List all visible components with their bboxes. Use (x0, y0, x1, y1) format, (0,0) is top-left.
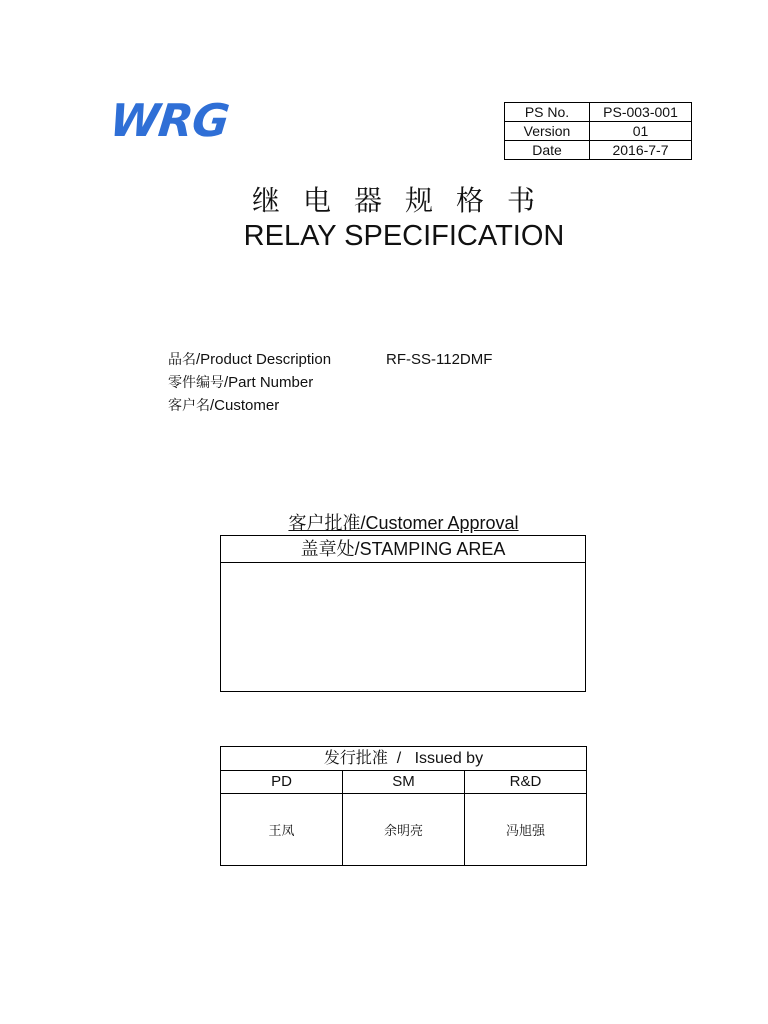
issued-by-header-row (221, 747, 587, 771)
column-rnd: R&D (465, 771, 587, 794)
version-label: Version (505, 122, 590, 141)
ps-no-label: PS No. (505, 103, 590, 122)
ps-no-value: PS-003-001 (590, 103, 692, 122)
title-english: RELAY SPECIFICATION (243, 220, 565, 252)
customer-label (168, 396, 279, 416)
doc-info-row (505, 141, 692, 160)
part-number-label-cn: 零件编号 (168, 375, 224, 391)
company-logo: WRG (107, 94, 232, 147)
issued-by-names-row (221, 794, 587, 866)
product-description-value: RF-SS-112DMF (386, 351, 493, 368)
title-chinese: 继电器规格书 (251, 184, 558, 217)
product-description-label-en: /Product Description (196, 351, 332, 368)
customer-label-en: /Customer (210, 397, 280, 414)
doc-info-row (505, 103, 692, 122)
date-value: 2016-7-7 (590, 141, 692, 160)
version-value: 01 (590, 122, 692, 141)
column-sm: SM (343, 771, 465, 794)
doc-info-row (505, 122, 692, 141)
issued-by-heading: 发行批准 / Issued by (221, 747, 587, 771)
stamping-area-label: 盖章处/STAMPING AREA (221, 536, 585, 563)
column-pd: PD (221, 771, 343, 794)
date-label: Date (505, 141, 590, 160)
sm-signer-name: 余明亮 (343, 794, 465, 866)
product-description-label (168, 350, 331, 370)
issued-by-columns-row (221, 771, 587, 794)
rnd-signer-name: 冯旭强 (465, 794, 587, 866)
pd-signer-name: 王凤 (221, 794, 343, 866)
customer-label-cn: 客户名 (168, 398, 210, 414)
part-number-label-en: /Part Number (224, 374, 314, 391)
stamping-area-box (220, 535, 586, 692)
part-number-label (168, 373, 313, 393)
issued-by-table (220, 746, 587, 866)
document-info-table (504, 102, 692, 160)
product-description-label-cn: 品名 (168, 352, 196, 368)
customer-approval-heading: 客户批准/Customer Approval (288, 513, 519, 533)
